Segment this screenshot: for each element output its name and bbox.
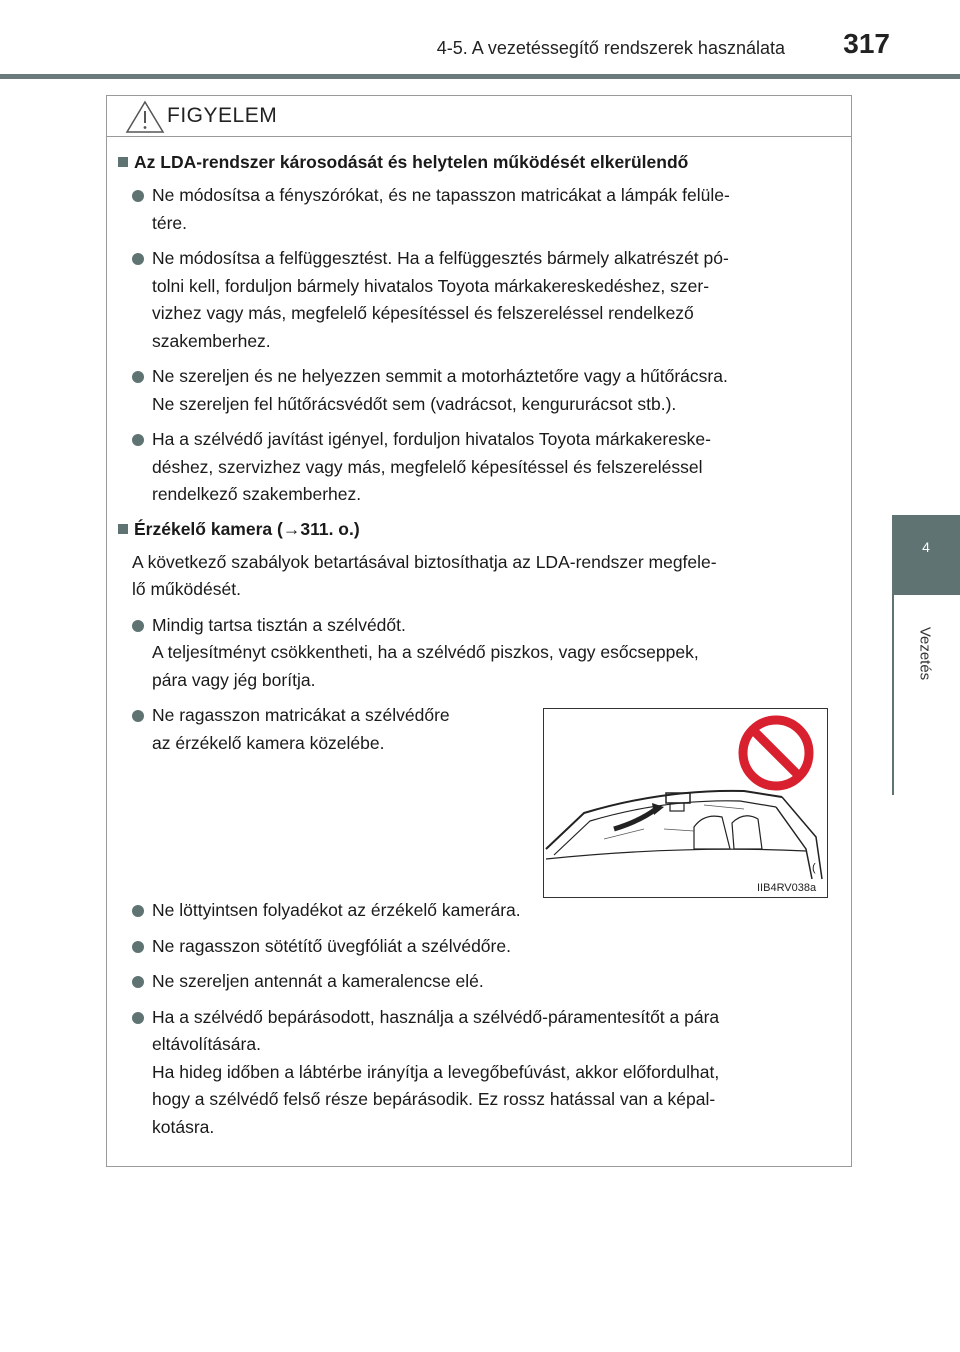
list-item: Ne szereljen antennát a kameralencse elé. xyxy=(118,968,842,996)
chapter-number: 4 xyxy=(922,539,930,555)
car-interior-drawing xyxy=(544,709,827,897)
warning-triangle-icon xyxy=(125,100,165,134)
header-rule xyxy=(0,74,960,79)
warning-title: FIGYELEM xyxy=(167,104,278,127)
round-bullet-icon xyxy=(132,976,144,988)
chapter-label: Vezetés xyxy=(916,626,934,681)
running-header: 4-5. A vezetéssegítő rendszerek használata xyxy=(436,38,785,58)
list-item: Ne szereljen és ne helyezzen semmit a motorháztetőre vagy a hűtőrácsra. Ne szereljen fel hűtőrácsvédőt sem (vadrácsot, kengururácsot stb.). xyxy=(118,363,842,418)
round-bullet-icon xyxy=(132,710,144,722)
windshield-camera-illustration xyxy=(543,708,828,898)
round-bullet-icon xyxy=(132,371,144,383)
intro-paragraph: A következő szabályok betartásával biztosíthatja az LDA-rendszer megfele- lő működését. xyxy=(132,551,717,599)
round-bullet-icon xyxy=(132,905,144,917)
section-heading-camera: Érzékelő kamera (→311. o.) xyxy=(118,515,842,543)
list-item: Ne ragasszon matricákat a szélvédőre az érzékelő kamera közelébe. xyxy=(118,702,524,757)
illustration-code: IIB4RV038a xyxy=(757,882,817,894)
round-bullet-icon xyxy=(132,941,144,953)
round-bullet-icon xyxy=(132,190,144,202)
list-item: Ne módosítsa a fényszórókat, és ne tapasszon matricákat a lámpák felüle- tére. xyxy=(118,182,842,237)
round-bullet-icon xyxy=(132,434,144,446)
list-item: Ha a szélvédő javítást igényel, forduljon hivatalos Toyota márkakereske- déshez, szervizhez vagy más, megfelelő képesítéssel és felszereléssel rendelkező szakemberhez. xyxy=(118,426,842,509)
section-heading-lda: Az LDA-rendszer károsodását és helytelen működését elkerülendő xyxy=(118,148,842,176)
round-bullet-icon xyxy=(132,620,144,632)
chapter-tab xyxy=(892,515,960,595)
list-item: Ne módosítsa a felfüggesztést. Ha a felfüggesztés bármely alkatrészét pó- tolni kell, forduljon bármely hivatalos Toyota márkakereskedéshez, szer- vizhez vagy más, megfelelő képesítéssel és felszereléssel rendelkező szakemberhez. xyxy=(118,245,842,355)
square-bullet-icon xyxy=(118,157,128,167)
list-item: Mindig tartsa tisztán a szélvédőt. A teljesítményt csökkentheti, ha a szélvédő piszkos, vagy esőcseppek, pára vagy jég borítja. xyxy=(118,612,842,695)
round-bullet-icon xyxy=(132,1012,144,1024)
svg-text:(: ( xyxy=(812,862,816,874)
warning-content xyxy=(118,148,842,1141)
square-bullet-icon xyxy=(118,524,128,534)
page-number: 317 xyxy=(843,28,890,59)
warning-header xyxy=(107,96,851,137)
round-bullet-icon xyxy=(132,253,144,265)
list-item: Ha a szélvédő bepárásodott, használja a szélvédő-páramentesítőt a pára eltávolítására. Ha hideg időben a lábtérbe irányítja a levegőbefúvást, akkor előfordulhat, hogy a szélvédő felső része bepárásodik. Ez rossz hatással van a képal- kotásra. xyxy=(118,1004,842,1142)
list-item: Ne löttyintsen folyadékot az érzékelő kamerára. xyxy=(118,897,842,925)
list-item: Ne ragasszon sötétítő üvegfóliát a szélvédőre. xyxy=(118,933,842,961)
